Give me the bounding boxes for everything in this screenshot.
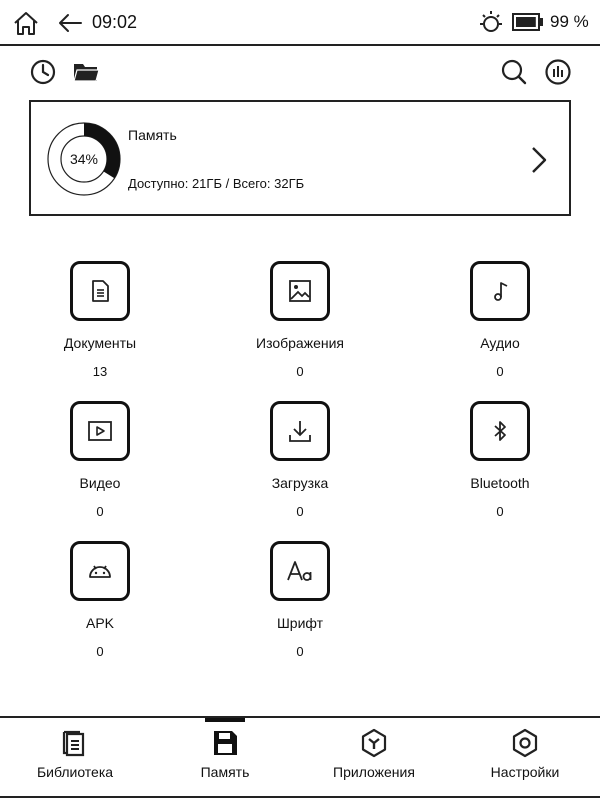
bluetooth-icon: [487, 418, 513, 444]
category-count: 0: [296, 644, 304, 659]
apps-icon: [359, 728, 389, 758]
back-arrow-icon[interactable]: [56, 10, 84, 36]
category-count: 0: [96, 644, 104, 659]
category-label: APK: [85, 615, 114, 631]
category-count: 0: [96, 504, 104, 519]
category-icon-box: [270, 401, 330, 461]
bottom-navigation: [0, 716, 600, 800]
settings-icon: [510, 728, 540, 758]
category-icon-box: [270, 541, 330, 601]
library-icon: [60, 728, 90, 758]
font-icon: [286, 558, 314, 584]
storage-title: Память: [128, 127, 177, 143]
nav-label: Приложения: [333, 764, 415, 780]
category-icon-box: [470, 401, 530, 461]
history-icon[interactable]: [29, 58, 57, 86]
category-label: Bluetooth: [470, 475, 530, 491]
category-fonts[interactable]: [210, 541, 390, 659]
folder-icon[interactable]: [72, 58, 100, 86]
nav-label: Настройки: [490, 764, 560, 780]
nav-storage[interactable]: [180, 718, 270, 798]
video-icon: [87, 418, 113, 444]
battery-percentage: 99 %: [550, 12, 589, 31]
battery-icon: [512, 13, 544, 31]
bottom-divider: [0, 796, 600, 798]
image-icon: [287, 278, 313, 304]
category-documents[interactable]: [10, 261, 190, 379]
download-icon: [287, 418, 313, 444]
category-count: 0: [296, 364, 304, 379]
storage-stats-icon[interactable]: [544, 58, 572, 86]
music-note-icon: [487, 278, 513, 304]
category-audio[interactable]: [410, 261, 590, 379]
nav-label: Библиотека: [36, 764, 114, 780]
category-label: Документы: [63, 335, 137, 351]
category-count: 0: [296, 504, 304, 519]
storage-detail: Доступно: 21ГБ / Всего: 32ГБ: [128, 176, 305, 191]
category-label: Видео: [79, 475, 121, 491]
category-count: 0: [496, 364, 504, 379]
search-icon[interactable]: [500, 58, 528, 86]
category-icon-box: [70, 401, 130, 461]
category-images[interactable]: [210, 261, 390, 379]
category-label: Аудио: [480, 335, 520, 351]
storage-icon: [210, 728, 240, 758]
storage-summary-card[interactable]: [29, 100, 571, 216]
chevron-right-icon: [528, 145, 550, 175]
category-icon-box: [70, 541, 130, 601]
home-icon[interactable]: [12, 10, 40, 36]
status-bar: [0, 0, 600, 46]
android-icon: [87, 558, 113, 584]
category-label: Изображения: [256, 335, 344, 351]
category-label: Загрузка: [271, 475, 329, 491]
category-count: 0: [496, 504, 504, 519]
category-icon-box: [470, 261, 530, 321]
category-video[interactable]: [10, 401, 190, 519]
category-downloads[interactable]: [210, 401, 390, 519]
nav-settings[interactable]: [480, 718, 570, 798]
nav-label: Память: [200, 764, 250, 780]
category-bluetooth[interactable]: [410, 401, 590, 519]
category-count: 13: [92, 364, 108, 379]
storage-percent: 34%: [69, 151, 99, 167]
clock-time: 09:02: [92, 12, 138, 32]
category-icon-box: [270, 261, 330, 321]
category-apk[interactable]: [10, 541, 190, 659]
nav-library[interactable]: [25, 718, 125, 798]
category-label: Шрифт: [276, 615, 324, 631]
document-icon: [87, 278, 113, 304]
category-icon-box: [70, 261, 130, 321]
nav-apps[interactable]: [324, 718, 424, 798]
brightness-icon[interactable]: [478, 9, 504, 37]
